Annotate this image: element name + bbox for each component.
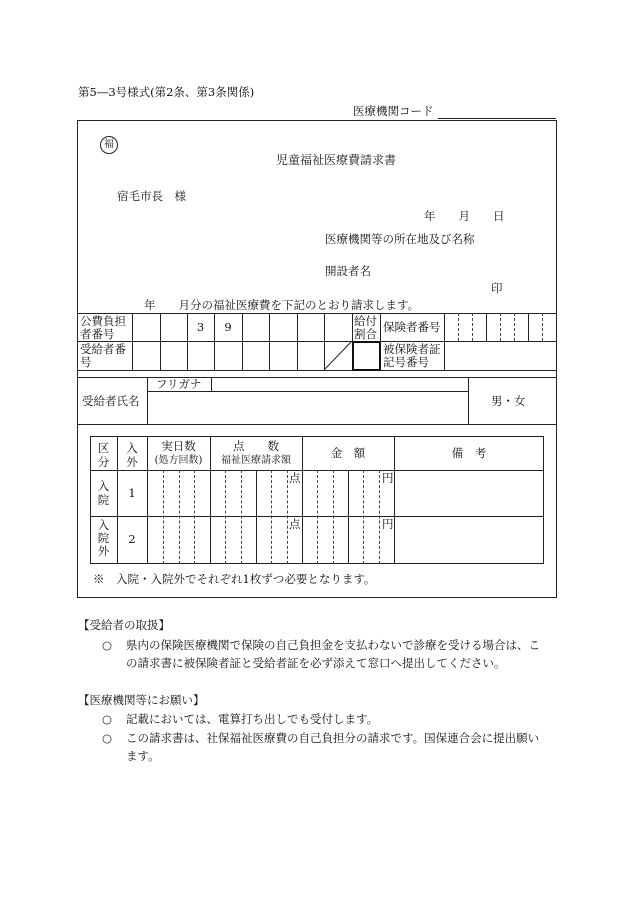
row2-category-1: 入 [97, 518, 110, 532]
row2-category-3: 外 [97, 544, 110, 558]
row1-code: 1 [128, 486, 136, 500]
benefit-ratio-label-1: 給付 [354, 314, 377, 328]
form-title: 児童福祉医療費請求書 [276, 153, 397, 167]
gender-option[interactable]: 男・女 [491, 394, 526, 408]
insurer-number-label: 保険者番号 [383, 320, 441, 334]
public-payer-label-2: 者番号 [80, 327, 115, 341]
form-number: 第5―3号様式(第2条、第3条関係) [78, 85, 255, 99]
institution-code-label: 医療機関コード [353, 104, 434, 118]
header-days-2: (処方回数) [154, 455, 203, 466]
recipient-name-label: 受給者氏名 [82, 394, 140, 408]
request-text: 年 月分の福祉医療費を下記のとおり請求します。 [144, 298, 420, 312]
row1-category-1: 入 [97, 479, 110, 493]
public-payer-digit-2: 9 [224, 320, 232, 334]
benefit-ratio-label-2: 割合 [354, 327, 377, 341]
date-line[interactable]: 年 月 日 [424, 209, 505, 223]
header-days-1: 実日数 [161, 439, 196, 453]
section2-title: 【医療機関等にお願い】 [78, 693, 205, 707]
diagonal-slash [324, 341, 352, 370]
section2-item-2-mark: ○ [102, 731, 113, 745]
institution-code-field[interactable] [438, 118, 556, 119]
section1-item-mark: ○ [102, 638, 113, 652]
header-amount: 金 額 [330, 446, 366, 460]
row1-yen-unit: 円 [382, 471, 394, 485]
table-note: ※ 入院・入院外でそれぞれ1枚ずつ必要となります。 [93, 572, 376, 586]
section1-title: 【受給者の取扱】 [78, 618, 170, 632]
header-kubun-2: 分 [97, 455, 110, 469]
founder-label: 開設者名 [325, 264, 371, 278]
insured-card-label-1: 被保険者証 [383, 342, 441, 356]
location-label: 医療機関等の所在地及び名称 [325, 232, 475, 246]
section2-item-2-line1: この請求書は、社保福祉医療費の自己負担分の請求です。国保連合会に提出願い [126, 731, 540, 745]
furigana-label: フリガナ [156, 377, 202, 391]
stamp-mark: 印 [491, 281, 503, 295]
addressee: 宿毛市長 様 [117, 189, 186, 203]
row1-category-2: 院 [97, 493, 110, 507]
header-remarks: 備 考 [451, 446, 487, 460]
row2-category-2: 院 [97, 531, 110, 545]
header-nyugai-1: 入 [126, 441, 138, 455]
row1-point-unit: 点 [289, 471, 301, 485]
insured-card-label-2: 記号番号 [383, 355, 429, 369]
row2-yen-unit: 円 [382, 517, 394, 531]
benefit-ratio-input[interactable] [352, 341, 381, 371]
header-kubun-1: 区 [97, 441, 110, 455]
section2-item-1-line1: 記載においては、電算打ち出しでも受付します。 [126, 712, 379, 726]
row2-point-unit: 点 [289, 517, 301, 531]
header-points-1: 点 数 [233, 439, 279, 453]
section1-item-line2: の請求書に被保険者証と受給者証を必ず添えて窓口へ提出してください。 [126, 656, 506, 670]
welfare-seal-icon: 福 [100, 136, 118, 154]
recipient-number-label-1: 受給者番 [80, 342, 126, 356]
public-payer-digit-1: 3 [196, 320, 205, 334]
row2-code: 2 [128, 532, 136, 546]
header-nyugai-2: 外 [126, 455, 138, 469]
section2-item-2-line2: ます。 [126, 749, 160, 763]
section1-item-line1: 県内の保険医療機関で保険の自己負担金を支払わないで診療を受ける場合は、こ [126, 638, 540, 652]
header-points-2: 福祉医療請求額 [221, 455, 291, 466]
section2-item-1-mark: ○ [102, 712, 113, 726]
recipient-number-label-2: 号 [80, 355, 92, 369]
public-payer-label-1: 公費負担 [80, 314, 126, 328]
